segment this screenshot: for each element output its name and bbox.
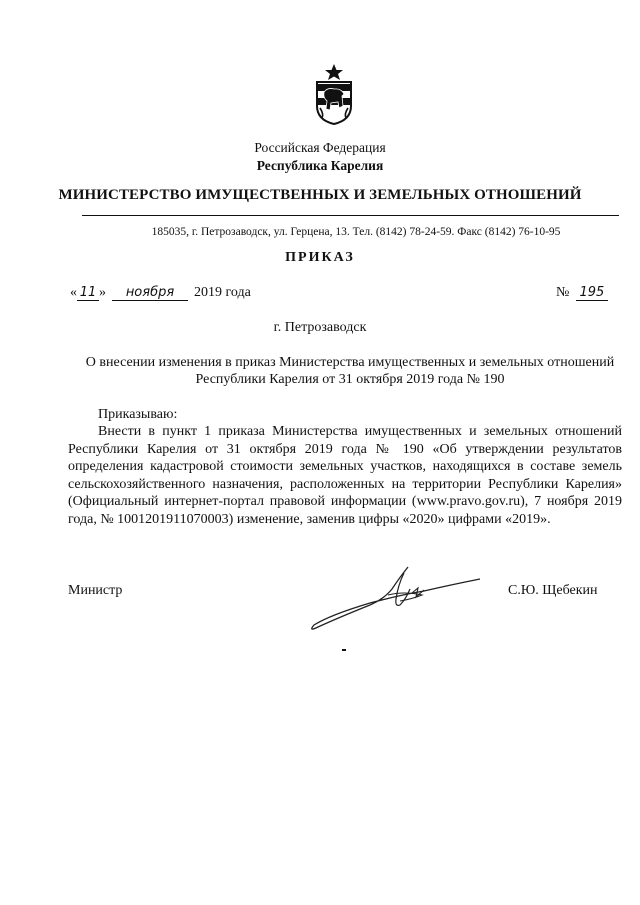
document-city: г. Петрозаводск — [273, 320, 367, 335]
number-value: 195 — [576, 286, 608, 301]
country-name: Российская Федерация — [254, 140, 386, 155]
republic-name: Республика Карелия — [256, 158, 384, 173]
signer-name: С.Ю. Щебекин — [508, 583, 598, 598]
date-open-quote: « — [70, 285, 77, 300]
document-type: ПРИКАЗ — [285, 250, 355, 265]
document-date — [70, 285, 251, 301]
handwritten-signature — [300, 555, 500, 635]
stray-mark — [342, 649, 346, 651]
date-year: 2019 года — [194, 285, 251, 300]
number-prefix: № — [556, 285, 570, 300]
date-month: ноября — [112, 286, 188, 301]
signer-position: Министр — [68, 583, 123, 598]
document-body: Внести в пункт 1 приказа Министерства имущественных и земельных отношений Республики Карелия от 31 октября 2019 года № 190 «Об утверждении результатов определения кадастровой стоимости земельных участков, находящихся в составе земель сельскохозяйственного назначения, расположенных на территории Республики Карелия» (Официальный интернет-портал правовой информации (www.pravo.gov.ru), 7 ноября 2019 года, № 1001201911070003) изменение, заменив цифры «2020» цифрами «2019». — [68, 424, 622, 527]
coat-of-arms-icon — [314, 62, 354, 126]
document-number — [556, 285, 608, 301]
order-word: Приказываю: — [98, 407, 178, 422]
date-day: 11 — [77, 286, 99, 301]
ministry-address: 185035, г. Петрозаводск, ул. Герцена, 13. Тел. (8142) 78-24-59. Факс (8142) 76-10-95 — [151, 226, 561, 238]
ministry-name: МИНИСТЕРСТВО ИМУЩЕСТВЕННЫХ И ЗЕМЕЛЬНЫХ ОТНОШЕНИЙ — [58, 187, 582, 203]
date-close-quote: » — [99, 285, 106, 300]
document-subject: О внесении изменения в приказ Министерства имущественных и земельных отношений Республики Карелия от 31 октября 2019 года № 190 — [85, 355, 615, 387]
header-divider — [82, 215, 619, 216]
